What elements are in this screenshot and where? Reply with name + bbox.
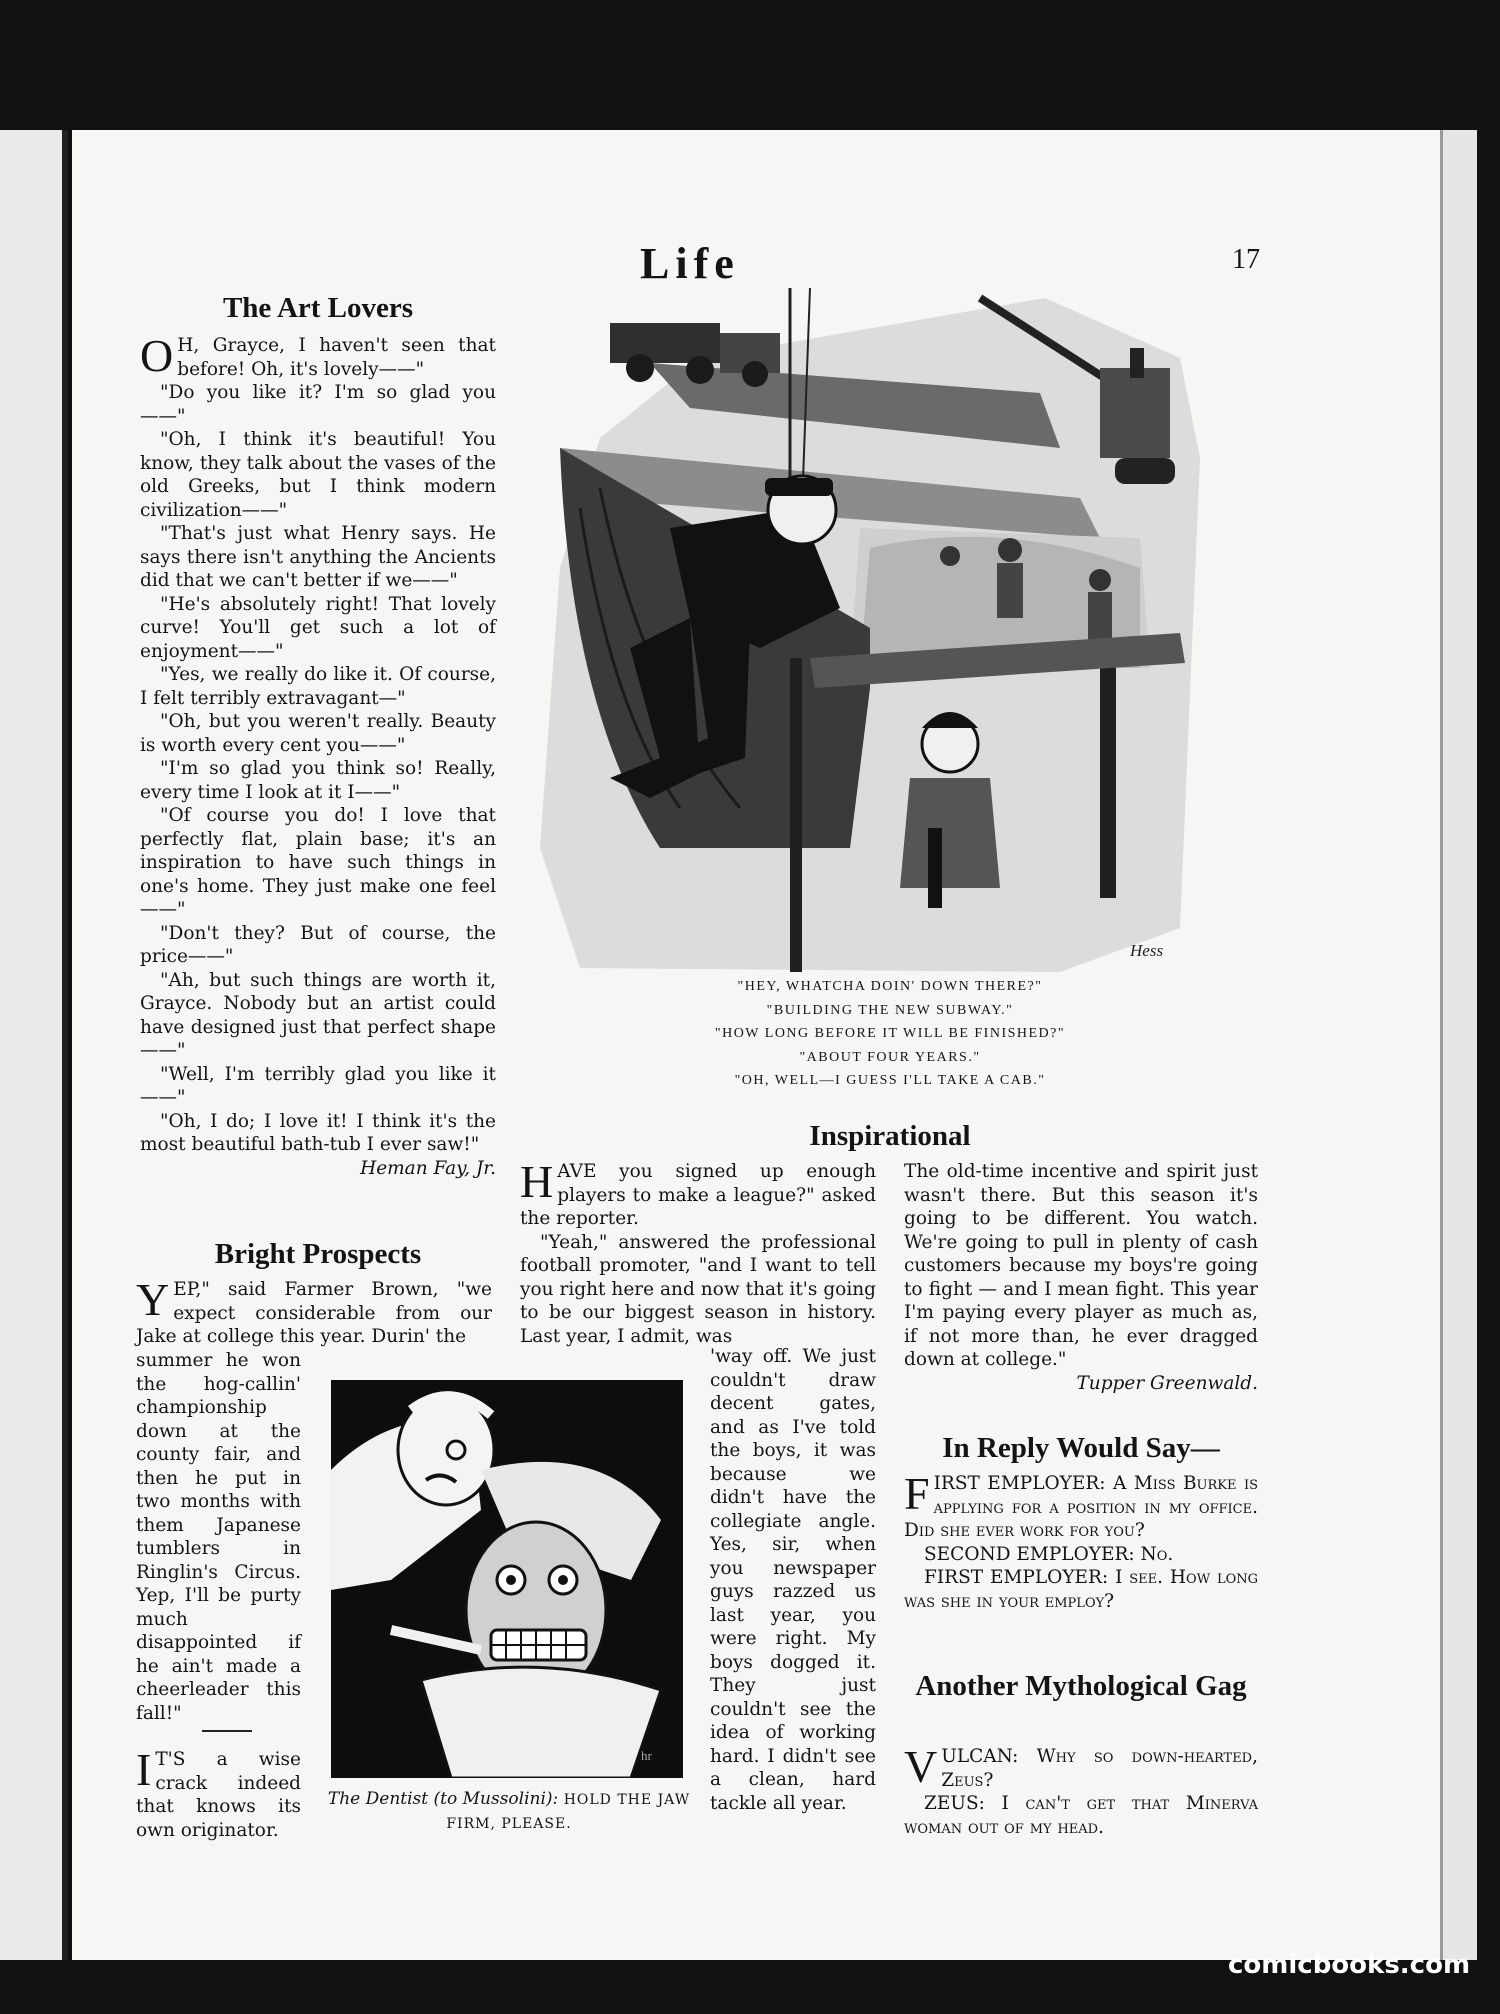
watermark: comicbooks.com — [1228, 1950, 1471, 1980]
bright-prospects-intro — [136, 1274, 492, 1349]
dentist-cartoon-signature: hr — [641, 1748, 652, 1763]
mythological-title: Another Mythological Gag — [915, 1670, 1247, 1702]
caption-line: "BUILDING THE NEW SUBWAY." — [766, 1002, 1014, 1018]
inspirational-title: Inspirational — [809, 1120, 971, 1152]
in-reply-dialogue — [904, 1468, 1258, 1613]
bright-prospects-p1-top: EP," said Farmer Brown, "we expect considerable from our Jake at college this year. Durin' the — [136, 1279, 492, 1347]
art-lovers-p12: "Well, I'm terribly glad you like it——" — [140, 1063, 496, 1108]
in-reply-p2: SECOND EMPLOYER: No. — [924, 1543, 1174, 1565]
dentist-caption-speaker: The Dentist (to Mussolini): — [327, 1789, 559, 1809]
section-divider — [202, 1730, 252, 1732]
art-lovers-p3: "Oh, I think it's beautiful! You know, they talk about the vases of the old Greeks, but I think modern civilization——" — [140, 429, 496, 521]
art-lovers-p9: "Of course you do! I love that perfectly flat, plain base; it's an inspiration to have such things in one's home. They just make one feel——" — [140, 805, 496, 920]
inspirational-p2: "Yeah," answered the professional football promoter, "and I want to tell you right here and now that it's going to be our biggest season in history. Last year, I admit, was — [520, 1231, 876, 1347]
art-lovers-p2: "Do you like it? I'm so glad you——" — [140, 382, 496, 427]
mythological-dialogue — [904, 1741, 1258, 1839]
drop-cap: I — [136, 1744, 152, 1795]
drop-cap: Y — [136, 1274, 170, 1325]
subway-cartoon — [540, 288, 1220, 972]
subway-cartoon-signature: Hess — [1130, 941, 1164, 960]
drop-cap: O — [140, 330, 174, 381]
inspirational-column-one — [520, 1156, 876, 1348]
next-page-edge — [1440, 130, 1477, 1960]
bright-prospects-title: Bright Prospects — [214, 1238, 422, 1270]
inspirational-column-two — [904, 1160, 1258, 1395]
masthead: Life — [640, 239, 740, 288]
page-number: 17 — [1232, 244, 1260, 275]
art-lovers-p6: "Yes, we really do like it. Of course, I felt terribly extravagant—" — [140, 664, 496, 709]
inspirational-p3: 'way off. We just couldn't draw decent gates, and as I've told the boys, it was because we didn't have the collegiate angle. Yes, sir, when you newspaper guys razzed us last year, you were right. My boys dogged it. They just couldn't see the idea of working hard. I didn't see a clean, hard tackle all year. — [710, 1346, 876, 1814]
bright-prospects-narrow-column — [136, 1349, 301, 1725]
mythological-p2: ZEUS: I can't get that Minerva woman out of my head. — [904, 1793, 1258, 1838]
caption-line: "HEY, WHATCHA DOIN' DOWN THERE?" — [737, 979, 1043, 994]
art-lovers-p7: "Oh, but you weren't really. Beauty is worth every cent you——" — [140, 711, 496, 756]
art-lovers-p8: "I'm so glad you think so! Really, every time I look at it I——" — [140, 758, 496, 803]
art-lovers-p1: H, Grayce, I haven't seen that before! Oh, it's lovely——" — [177, 335, 496, 380]
dentist-caption-line: HOLD THE JAW FIRM, PLEASE. — [446, 1792, 691, 1832]
art-lovers-p4: "That's just what Henry says. He says there isn't anything the Ancients did that we can't better if we——" — [140, 523, 496, 591]
bright-prospects-p1-rest: summer he won the hog-callin' championship down at the county fair, and then he put in two months with them Japanese tumblers in Ringlin's Circus. Yep, I'll be purty much disappointed if he ain't made a cheerleader this fall!" — [136, 1350, 301, 1724]
drop-cap: V — [904, 1741, 938, 1792]
dentist-cartoon — [331, 1380, 683, 1778]
art-lovers-p11: "Ah, but such things are worth it, Grayce. Nobody but an artist could have designed just that perfect shape——" — [140, 969, 496, 1061]
in-reply-p1: IRST EMPLOYER: A Miss Burke is applying for a position in my office. Did she ever work for you? — [904, 1473, 1258, 1541]
inspirational-p4: The old-time incentive and spirit just wasn't there. But this season it's going to be different. You watch. We're going to pull in plenty of cash customers because my boys're going to fight — and I mean fight. This year I'm paying every player as much as, if not more than, he ever dragged down at college." — [904, 1161, 1258, 1370]
art-lovers-p10: "Don't they? But of course, the price——" — [140, 922, 496, 967]
wise-crack-text: T'S a wise crack indeed that knows its own originator. — [136, 1749, 301, 1841]
inspirational-p1: AVE you signed up enough players to make a league?" asked the reporter. — [520, 1161, 876, 1229]
dentist-cartoon-drawing — [331, 1380, 683, 1778]
art-lovers-story — [140, 330, 496, 1180]
wise-crack — [136, 1744, 301, 1842]
inspirational-byline: Tupper Greenwald. — [1076, 1372, 1258, 1394]
caption-line: "HOW LONG BEFORE IT WILL BE FINISHED?" — [714, 1026, 1066, 1041]
dentist-cartoon-caption — [326, 1788, 692, 1836]
art-lovers-title: The Art Lovers — [222, 292, 414, 324]
art-lovers-p5: "He's absolutely right! That lovely curve! You'll get such a lot of enjoyment——" — [140, 593, 496, 662]
drop-cap: H — [520, 1156, 554, 1207]
subway-cartoon-caption — [580, 975, 1200, 1093]
art-lovers-p13: "Oh, I do; I love it! I think it's the most beautiful bath-tub I ever saw!" — [140, 1110, 496, 1155]
caption-line: "ABOUT FOUR YEARS." — [799, 1049, 981, 1065]
drop-cap: F — [904, 1468, 930, 1519]
mythological-p1: ULCAN: Why so down-hearted, Zeus? — [941, 1746, 1258, 1791]
inspirational-narrow-column — [710, 1345, 876, 1815]
caption-line: "OH, WELL—I GUESS I'LL TAKE A CAB." — [734, 1073, 1046, 1088]
art-lovers-byline: Heman Fay, Jr. — [360, 1157, 496, 1179]
in-reply-title: In Reply Would Say— — [942, 1432, 1220, 1464]
in-reply-p3: FIRST EMPLOYER: I see. How long was she in your employ? — [904, 1567, 1258, 1612]
previous-page-edge — [0, 130, 68, 1960]
